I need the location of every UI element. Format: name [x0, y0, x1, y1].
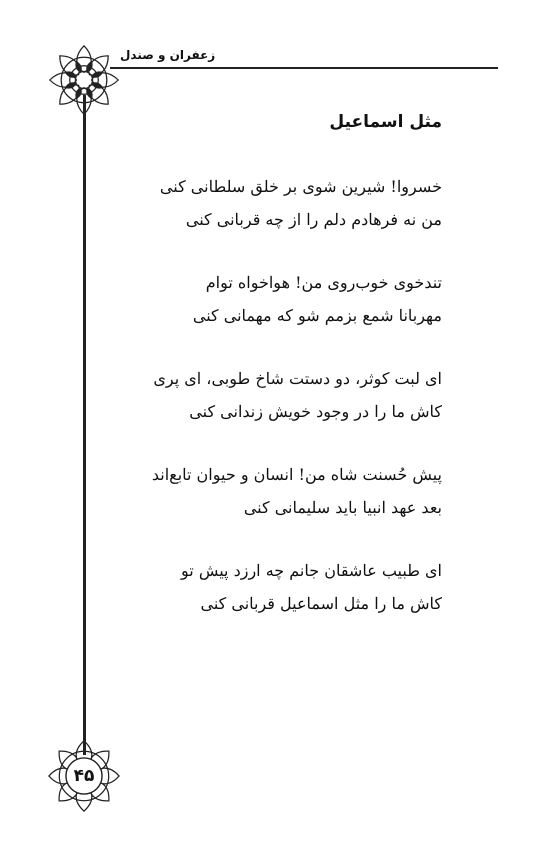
header-rule	[110, 67, 498, 69]
verse-line: ای لبت کوثر، دو دستت شاخ طوبی، ای پری	[153, 369, 442, 388]
stanza	[112, 170, 442, 236]
verse-line: مهربانا شمع بزمم شو که مهمانی کنی	[192, 306, 442, 325]
verse-line: تندخوی خوب‌روی من! هواخواه توام	[205, 273, 442, 292]
arabesque-rosette-icon	[46, 42, 122, 118]
poem	[112, 112, 442, 650]
verse-line: من نه فرهادم دلم را از چه قربانی کنی	[185, 210, 442, 229]
verse-line: ای طبیب عاشقان جانم چه ارزد پیش تو	[181, 561, 442, 580]
verse-line: کاش ما را مثل اسماعیل قربانی کنی	[200, 594, 442, 613]
stanza	[112, 458, 442, 524]
verse-line: بعد عهد انبیا باید سلیمانی کنی	[243, 498, 442, 517]
margin-rule	[83, 95, 86, 755]
verse-line: پیش حُسنت شاه من! انسان و حیوان تابع‌اند	[151, 465, 442, 484]
page-number: ۴۵	[73, 766, 95, 786]
verse-line: کاش ما را در وجود خویش زندانی کنی	[189, 402, 442, 421]
stanza	[112, 266, 442, 332]
stanza	[112, 554, 442, 620]
poem-title: مثل اسماعیل	[329, 112, 442, 132]
verse-line: خسروا! شیرین شوی بر خلق سلطانی کنی	[159, 177, 442, 196]
running-header-title: زعفران و صندل	[120, 48, 216, 62]
stanza	[112, 362, 442, 428]
